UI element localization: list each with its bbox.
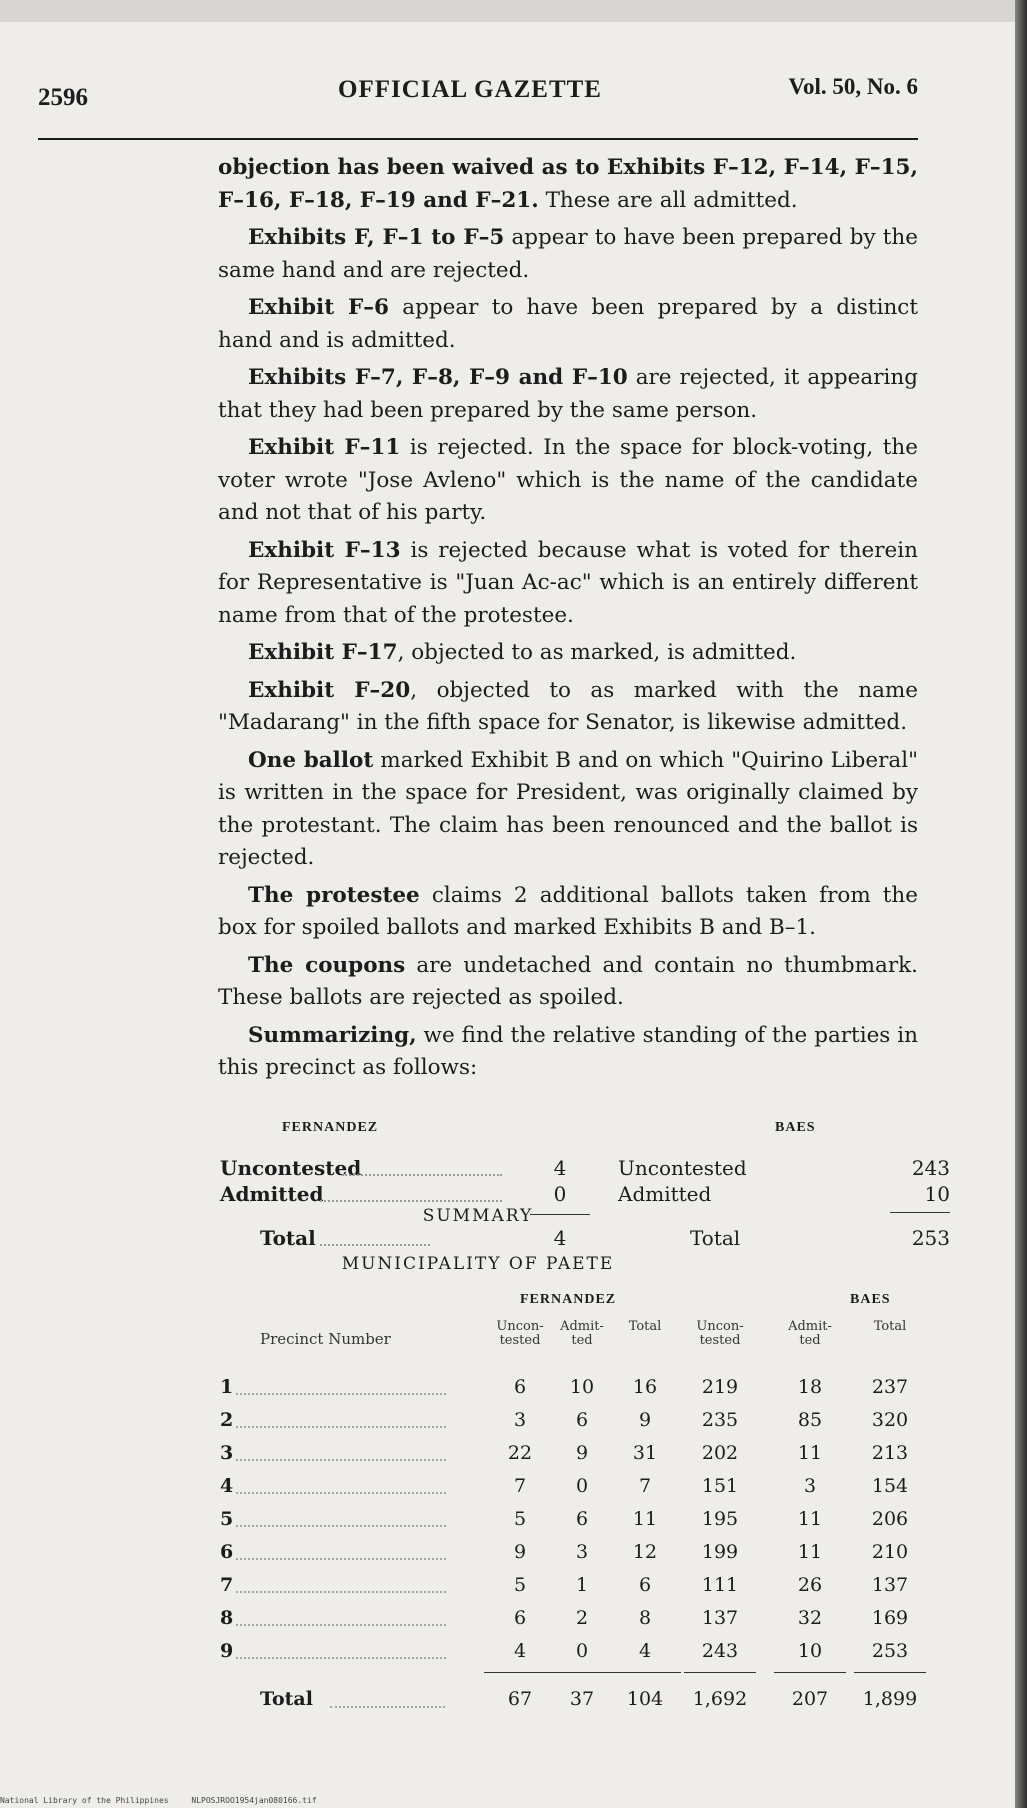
- paragraph-lead: One ballot: [248, 747, 374, 773]
- precinct-number: 5: [220, 1508, 234, 1530]
- table-row: [220, 1508, 970, 1534]
- table-cell: 235: [701, 1409, 739, 1431]
- column-head: Admit- ted: [788, 1319, 832, 1348]
- standing-total-label: Total: [690, 1226, 741, 1250]
- leader-dots: [236, 1393, 446, 1395]
- table-row: [220, 1640, 970, 1666]
- leader-dots: [236, 1426, 446, 1428]
- paragraph-text: we find the relative standing of the parties in this precinct as follows:: [218, 1022, 918, 1080]
- table-cell: 3: [513, 1409, 527, 1431]
- table-cell: 7: [513, 1475, 527, 1497]
- body-paragraph: [218, 292, 918, 357]
- body-text: [218, 152, 918, 1090]
- standing-row: [220, 1156, 970, 1184]
- body-paragraph: [218, 880, 918, 945]
- library-name: National Library of the Philippines: [0, 1796, 169, 1805]
- table-cell: 12: [632, 1541, 658, 1563]
- standing-value: 4: [553, 1156, 567, 1180]
- table-cell: 11: [797, 1508, 823, 1530]
- column-head: Uncon- tested: [496, 1319, 544, 1348]
- sum-rule: [774, 1672, 846, 1673]
- table-cell: 154: [871, 1475, 909, 1497]
- paragraph-text: marked Exhibit B and on which "Quirino Liberal" is written in the space for President, was originally claimed by the protestant. The claim has been renounced and the ballot is rejected.: [218, 747, 918, 870]
- table-cell: 195: [701, 1508, 739, 1530]
- group-head-fernandez: FERNANDEZ: [520, 1292, 617, 1307]
- total-cell: 67: [507, 1688, 533, 1710]
- leader-dots: [320, 1244, 430, 1246]
- precinct-number: 1: [220, 1376, 234, 1398]
- table-cell: 6: [513, 1607, 527, 1629]
- precinct-number: 4: [220, 1475, 234, 1497]
- body-paragraph: [218, 432, 918, 530]
- table-cell: 202: [701, 1442, 739, 1464]
- table-cell: 210: [871, 1541, 909, 1563]
- table-cell: 3: [803, 1475, 817, 1497]
- body-paragraph: [218, 535, 918, 633]
- volume-number: Vol. 50, No. 6: [788, 74, 918, 99]
- table-row: [220, 1442, 970, 1468]
- standing-head-baes: BAES: [775, 1120, 816, 1135]
- file-name: NLPOSJROO1954jan080166.tif: [191, 1796, 317, 1805]
- leader-dots: [320, 1200, 502, 1202]
- table-cell: 4: [513, 1640, 527, 1662]
- total-cell: 1,899: [862, 1688, 918, 1710]
- column-head: Admit- ted: [560, 1319, 604, 1348]
- table-cell: 5: [513, 1574, 527, 1596]
- table-cell: 18: [797, 1376, 823, 1398]
- leader-dots: [342, 1174, 502, 1176]
- table-cell: 10: [797, 1640, 823, 1662]
- table-cell: 85: [797, 1409, 823, 1431]
- table-cell: 151: [701, 1475, 739, 1497]
- body-paragraph: [218, 637, 918, 670]
- leader-dots: [236, 1591, 446, 1593]
- precinct-number: 6: [220, 1541, 234, 1563]
- group-head-baes: BAES: [850, 1292, 891, 1307]
- table-cell: 32: [797, 1607, 823, 1629]
- standing-value: 243: [911, 1156, 950, 1180]
- paragraph-text: appear to have been prepared by a distinct hand and is admitted.: [218, 295, 918, 353]
- table-cell: 11: [797, 1541, 823, 1563]
- paragraph-text: These are all admitted.: [538, 187, 798, 213]
- table-cell: 8: [638, 1607, 652, 1629]
- table-cell: 26: [797, 1574, 823, 1596]
- paragraph-text: claims 2 additional ballots taken from the box for spoiled ballots and marked Exhibits B and B–1.: [218, 882, 919, 940]
- body-paragraph: [218, 950, 918, 1015]
- publication-title: OFFICIAL GAZETTE: [338, 76, 602, 103]
- total-cell: 37: [569, 1688, 595, 1710]
- total-cell: 207: [791, 1688, 829, 1710]
- standing-value: 10: [924, 1182, 950, 1206]
- paragraph-lead: Exhibits F–7, F–8, F–9 and F–10: [248, 365, 628, 390]
- leader-dots: [236, 1459, 446, 1461]
- table-total-row: [220, 1688, 970, 1718]
- precinct-number: 3: [220, 1442, 234, 1464]
- table-cell: 6: [513, 1376, 527, 1398]
- table-cell: 253: [871, 1640, 909, 1662]
- table-row: [220, 1541, 970, 1567]
- paragraph-lead: Exhibit F–17: [248, 640, 398, 665]
- table-cell: 3: [575, 1541, 589, 1563]
- table-row: [220, 1376, 970, 1402]
- table-cell: 31: [632, 1442, 658, 1464]
- table-cell: 320: [871, 1409, 909, 1431]
- precinct-number: 7: [220, 1574, 234, 1596]
- leader-dots: [236, 1525, 446, 1527]
- table-cell: 0: [575, 1640, 589, 1662]
- body-paragraph: [218, 152, 918, 217]
- standing-label: Admitted: [220, 1182, 324, 1206]
- paragraph-lead: Exhibit F–11: [248, 435, 401, 460]
- sum-rule: [609, 1672, 681, 1673]
- body-paragraph: [218, 675, 918, 740]
- table-cell: 137: [871, 1574, 909, 1596]
- header-rule: [38, 138, 918, 140]
- column-head: Uncon- tested: [696, 1319, 744, 1348]
- municipality-title: MUNICIPALITY OF PAETE: [341, 1254, 615, 1274]
- page-number: 2596: [38, 84, 88, 111]
- table-cell: 111: [701, 1574, 739, 1596]
- precinct-number: 9: [220, 1640, 234, 1662]
- table-cell: 243: [701, 1640, 739, 1662]
- paragraph-lead: objection has been waived as to Exhibits F–12, F–14, F–15, F–16, F–18, F–19 and F–21.: [218, 155, 918, 213]
- body-paragraph: [218, 1020, 918, 1085]
- page-header: [38, 72, 918, 112]
- table-cell: 219: [701, 1376, 739, 1398]
- standing-head-fernandez: FERNANDEZ: [282, 1120, 379, 1135]
- paragraph-text: is rejected because what is voted for therein for Representative is "Juan Ac-ac" which is an entirely different name from that of the protestee.: [218, 537, 918, 628]
- standing-label: Admitted: [618, 1182, 712, 1206]
- total-cell: 104: [626, 1688, 664, 1710]
- body-paragraph: [218, 222, 918, 287]
- table-cell: 6: [575, 1508, 589, 1530]
- standing-total-value: 4: [553, 1226, 567, 1250]
- paragraph-lead: Exhibit F–6: [248, 295, 390, 320]
- paragraph-lead: The protestee: [248, 882, 420, 908]
- leader-dots: [330, 1706, 445, 1708]
- scan-footer: [0, 1796, 335, 1805]
- paragraph-text: appear to have been prepared by the same hand and are rejected.: [218, 225, 918, 283]
- column-head: Total: [628, 1319, 662, 1334]
- table-cell: 0: [575, 1475, 589, 1497]
- table-cell: 4: [638, 1640, 652, 1662]
- total-label: Total: [260, 1688, 313, 1710]
- table-cell: 1: [575, 1574, 589, 1596]
- table-cell: 5: [513, 1508, 527, 1530]
- leader-dots: [236, 1492, 446, 1494]
- table-cell: 169: [871, 1607, 909, 1629]
- paragraph-text: , objected to as marked, is admitted.: [397, 640, 797, 665]
- leader-dots: [236, 1657, 446, 1659]
- table-cell: 9: [575, 1442, 589, 1464]
- table-cell: 2: [575, 1607, 589, 1629]
- table-row: [220, 1409, 970, 1435]
- table-cell: 22: [507, 1442, 533, 1464]
- table-cell: 7: [638, 1475, 652, 1497]
- table-cell: 137: [701, 1607, 739, 1629]
- table-cell: 237: [871, 1376, 909, 1398]
- body-paragraph: [218, 745, 918, 875]
- precinct-number-head: Precinct Number: [260, 1330, 391, 1348]
- table-cell: 10: [569, 1376, 595, 1398]
- table-cell: 6: [575, 1409, 589, 1431]
- body-paragraph: [218, 362, 918, 427]
- leader-dots: [236, 1558, 446, 1560]
- paragraph-text: are undetached and contain no thumbmark. These ballots are rejected as spoiled.: [218, 952, 919, 1010]
- table-cell: 206: [871, 1508, 909, 1530]
- table-cell: 6: [638, 1574, 652, 1596]
- standing-total-row: [220, 1226, 970, 1254]
- standing-label: Uncontested: [618, 1156, 747, 1180]
- table-cell: 199: [701, 1541, 739, 1563]
- table-cell: 11: [797, 1442, 823, 1464]
- scan-edge-top: [0, 0, 1027, 22]
- paragraph-lead: Exhibit F–20: [248, 677, 411, 703]
- standing-total-value: 253: [911, 1226, 950, 1250]
- table-row: [220, 1475, 970, 1501]
- table-cell: 9: [513, 1541, 527, 1563]
- table-cell: 9: [638, 1409, 652, 1431]
- standing-total-label: Total: [260, 1226, 316, 1250]
- standing-value: 0: [553, 1182, 567, 1206]
- column-head: Total: [873, 1319, 907, 1334]
- paragraph-lead: The coupons: [248, 952, 406, 978]
- standing-label: Uncontested: [220, 1156, 362, 1180]
- sum-rule: [546, 1672, 618, 1673]
- precinct-number: 8: [220, 1607, 234, 1629]
- table-cell: 11: [632, 1508, 658, 1530]
- precinct-number: 2: [220, 1409, 234, 1431]
- leader-dots: [236, 1624, 446, 1626]
- paragraph-lead: Exhibits F, F–1 to F–5: [248, 225, 505, 250]
- sum-rule: [684, 1672, 756, 1673]
- table-row: [220, 1574, 970, 1600]
- total-cell: 1,692: [692, 1688, 748, 1710]
- gazette-page: [38, 72, 950, 1710]
- paragraph-text: , objected to as marked with the name "Madarang" in the fifth space for Senator, is likewise admitted.: [218, 677, 919, 735]
- table-cell: 16: [632, 1376, 658, 1398]
- sum-rule: [854, 1672, 926, 1673]
- scan-edge-right: [1015, 0, 1027, 1808]
- paragraph-lead: Summarizing,: [248, 1022, 417, 1048]
- table-cell: 213: [871, 1442, 909, 1464]
- paragraph-text: is rejected. In the space for block-voting, the voter wrote "Jose Avleno" which is the name of the candidate and not that of his party.: [218, 435, 919, 525]
- paragraph-text: are rejected, it appearing that they had been prepared by the same person.: [218, 365, 918, 423]
- summary-title: SUMMARY: [422, 1206, 534, 1226]
- paragraph-lead: Exhibit F–13: [248, 537, 401, 563]
- table-row: [220, 1607, 970, 1633]
